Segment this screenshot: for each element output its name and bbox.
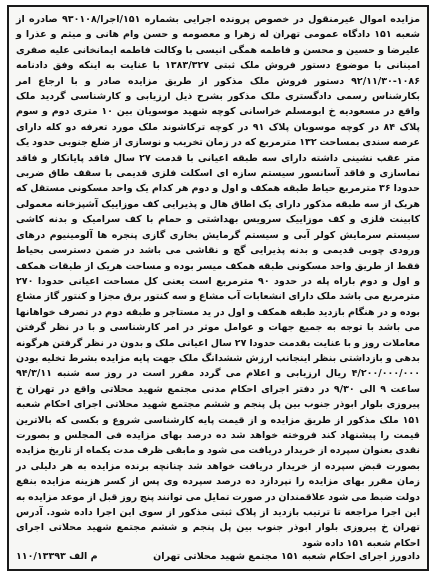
notice-issuer: دادورز اجرای احکام شعبه ۱۵۱ مجتمع شهید محلاتی تهران	[153, 551, 420, 563]
auction-notice	[7, 5, 429, 571]
notice-body: مزایده اموال غیرمنقول در خصوص پرونده اجرایی بشماره ۱۵۱/اجرا/۹۳۰۱۰۸ صادره از شعبه ۱۵۱ دادگاه عمومی تهران له زهرا و معصومه و حسن وام هانی و میثم و عذرا و علیرضا و حسین و محسن و فاطمه همگی انیسی با وکالت فاطمه ایمانخانی علیه صفری امینانی با موضوع دستور فروش ملک ثبتی ۱۳۸۳/۳۲۷ با عنایت به اینکه وفق دادنامه ۱۰۸۶-۹۲/۱۱/۳۰ دستور فروش ملک مذکور از طریق مزایده صادر و با ارجاع امر بکارشناس رسمی دادگستری ملک مذکور بشرح ذیل ارزیابی و کارشناسی گردید ملک واقع در مسعودیه خ ابومسلم خراسانی کوچه شهید موسویان بین ۱۰ متری دوم و سوم پلاک ۸۴ در کوچه موسویان پلاک ۹۱ در کوچه ترکاشوند ملک مورد تعرفه دو کله دارای عرصه سندی بمساحت ۱۳۲ مترمربع که در زمان تخریب و نوسازی از ضلع جنوبی حدود یک متر عقب نشینی داشته دارای سه طبقه اعیانی با قدمت ۲۷ سال فاقد پایانکار و فاقد نماسازی و فاقد آسانسور سیستم سازه ای اسکلت فلزی قدیمی با سقف طاق ضربی حدودا ۳۶ مترمربع حیاط طبقه همکف و اول و دوم هر کدام یک واحد مسکونی مستقل که هریک از سه طبقه مذکور دارای یک اطاق هال و پذیرایی کف موزاییک آشپزخانه معمولی کابینت فلزی و کف موزاییک سرویس بهداشتی و حمام با کف سرامیک و بدنه کاشی سیستم سرمایش کولر آبی و سیستم گرمایش بخاری گازی پنجره ها آلومینیوم درهای ورودی چوبی قدیمی و بدنه پذیرایی گچ و نقاشی می باشد در ضمن دسترسی بحیاط فقط از طریق واحد مسکونی طبقه همکف میسر بوده و مساحت هریک از طبقات همکف و اول و دوم باراه پله در حدود ۹۰ مترمربع است یعنی کل مساحت اعیانی حدودا ۲۷۰ مترمربع می باشد ملک دارای انشعابات آب مشاع و سه کنتور برق مجزا و کنتور گاز مشاع بوده و در هنگام بازدید طبقه همکف و اول در ید مستاجر و طبقه دوم در تصرف خواهانها می باشد با توجه به جمیع جهات و عوامل موثر در امر کارشناسی و با در نظر گرفتن معاملات روز و با عنایت بقدمت حدودا ۲۷ سال اعیانی ملک و بدون در نظر گرفتن هرگونه بدهی و بازداشتی بنظر اینجانب ارزش ششدانگ ملک جهت پایه مزایده بشرط تخلیه بودن ۴/۲۰۰/۰۰۰/۰۰۰ ریال ارزیابی و اعلام می گردد مقرر است در روز سه شنبه ۹۴/۳/۱۱ ساعت ۹ الی ۹/۳۰ در دفتر اجرای احکام مدنی مجتمع شهید محلاتی واقع در تهران خ پیروزی بلوار ابوذر جنوب بین پل پنجم و ششم مجتمع شهید محلاتی اجرای احکام شعبه ۱۵۱ ملک مذکور از طریق مزایده و از قیمت پایه کارشناسی شروع و بکسی که بالاترین قیمت را پیشنهاد کند فروخته خواهد شد ده درصد بهای مزایده فی المجلس و بصورت نقدی بعنوان سپرده از خریدار دریافت می شود و مابقی ظرف مدت یکماه از تاریخ مزایده بصورت قبض سپرده از خریدار دریافت خواهد شد چنانچه برنده مزایده به هر دلیلی در زمان مقرر بهای مزایده را نپردازد ده درصد سپرده وی پس از کسر هزینه مزایده بنفع دولت ضبط می شود علاقمندان در صورت تمایل می توانند پنج روز قبل از موعد مزایده به این اجرا مراجعه تا ترتیب بازدید از پلاک ثبتی مذکور از سوی این اجرا داده شود. آدرس تهران خ پیروزی بلوار ابوذر جنوب بین پل پنجم و ششم مجتمع شهید محلاتی اجرای احکام شعبه ۱۵۱ داده شود	[16, 14, 421, 549]
notice-footer	[16, 551, 420, 562]
notice-reference-number: ۱۱۰/۱۳۳۹۳ م الف	[16, 551, 98, 563]
